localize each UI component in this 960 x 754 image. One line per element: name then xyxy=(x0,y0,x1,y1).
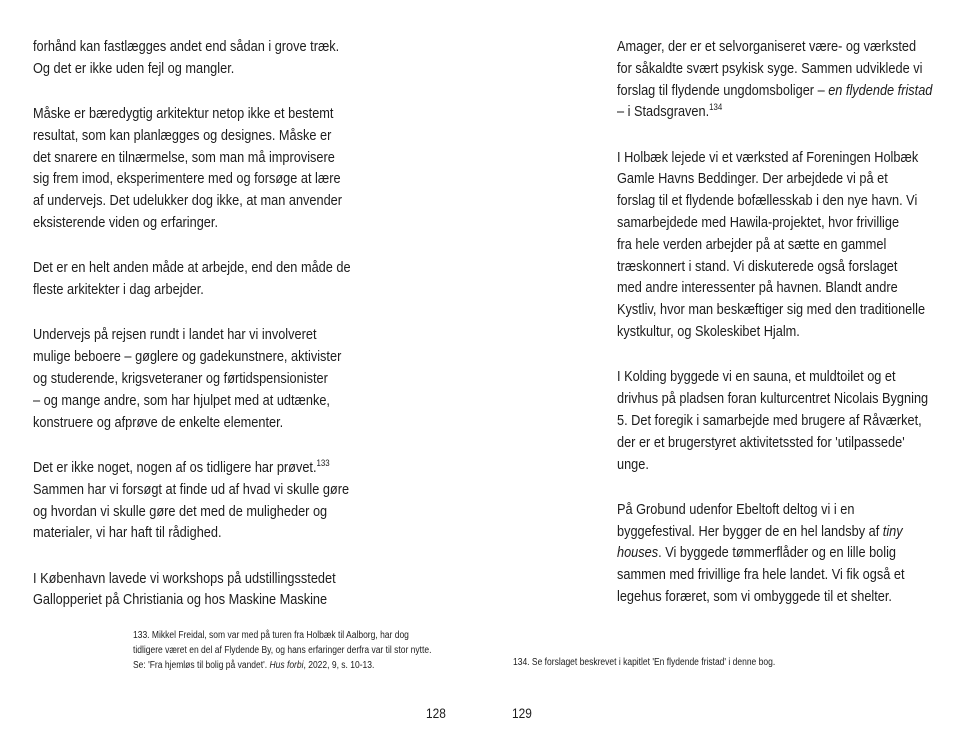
left-text-column xyxy=(33,36,407,611)
page-right xyxy=(480,0,960,754)
paragraph: Undervejs på rejsen rundt i landet har vi involveret mulige beboere – gøglere og gadekunstnere, aktivister og studerende, krigsveteraner og førtidspensionister – og mange andre, som har hjulpet med at udtænke, konstruere og afprøve de enkelte elementer. xyxy=(33,326,342,431)
paragraph: Amager, der er et selvorganiseret være- og værksted for såkaldte svært psykisk syge. Sammen udviklede vi forslag til flydende ungdomsboliger – en flydende fristad – i Stadsgraven.$^{134}$ xyxy=(617,38,933,121)
paragraph: På Grobund udenfor Ebeltoft deltog vi i en byggefestival. Her bygger de en hel landsby af tiny houses. Vi byggede tømmerflåder og en lille bolig sammen med frivillige fra hele landet. Vi fik også et legehus foræret, som vi ombyggede til et shelter. xyxy=(617,500,905,606)
footnote-133: 133. Mikkel Freidal, som var med på turen fra Holbæk til Aalborg, har dog tidligere været en del af Flydende By, og hans erfaringer derfra var til stor nytte. Se: 'Fra hjemløs til bolig på vandet'. Hus forbi, 2022, 9, s. 10-13. xyxy=(133,630,432,671)
paragraph: I Kolding byggede vi en sauna, et muldtoilet og et drivhus på pladsen foran kulturcentret Nicolais Bygning 5. Det foregik i samarbejde med brugere af Råværket, der er et brugerstyret aktivitetssted for 'utilpassede' unge. xyxy=(617,368,929,473)
paragraph: I København lavede vi workshops på udstillingsstedet Gallopperiet på Christiania og hos Maskine Maskine xyxy=(33,569,336,609)
footnote-134: 134. Se forslaget beskrevet i kapitlet 'En flydende fristad' i denne bog. xyxy=(513,657,776,668)
paragraph: Det er ikke noget, nogen af os tidligere har prøvet.$^{133}$ Sammen har vi forsøgt at finde ud af hvad vi skulle gøre og hvordan vi skulle gøre det med de muligheder og materialer, vi har haft til rådighed. xyxy=(33,457,350,542)
paragraph: forhånd kan fastlægges andet end sådan i grove træk. Og det er ikke uden fejl og mangler. xyxy=(33,38,340,77)
right-text-column xyxy=(617,36,960,608)
paragraph: Det er en helt anden måde at arbejde, end den måde de fleste arkitekter i dag arbejder. xyxy=(33,259,351,299)
paragraph: I Holbæk lejede vi et værksted af Foreningen Holbæk Gamle Havns Beddinger. Der arbejdede vi på et forslag til et flydende bofællesskab i den nye havn. Vi samarbejdede med Hawila-projektet, hvor frivillige fra hele verden arbejder på at sætte en gammel træskonnert i stand. Vi diskuterede også forslaget med andre interessenter på havnen. Blandt andre Kystliv, hvor man beskæftiger sig med den traditionelle kystkultur, og Skoleskibet Hjalm. xyxy=(617,148,926,341)
left-page-number: 128 xyxy=(426,705,446,721)
right-page-number: 129 xyxy=(512,705,532,721)
paragraph: Måske er bæredygtig arkitektur netop ikke et bestemt resultat, som kan planlægges og designes. Måske er det snarere en tilnærmelse, som man må improvisere sig frem imod, eksperimentere med og forsøge at lære af undervejs. Det udelukker dog ikke, at man anvender eksisterende viden og erfaringer. xyxy=(33,105,343,232)
